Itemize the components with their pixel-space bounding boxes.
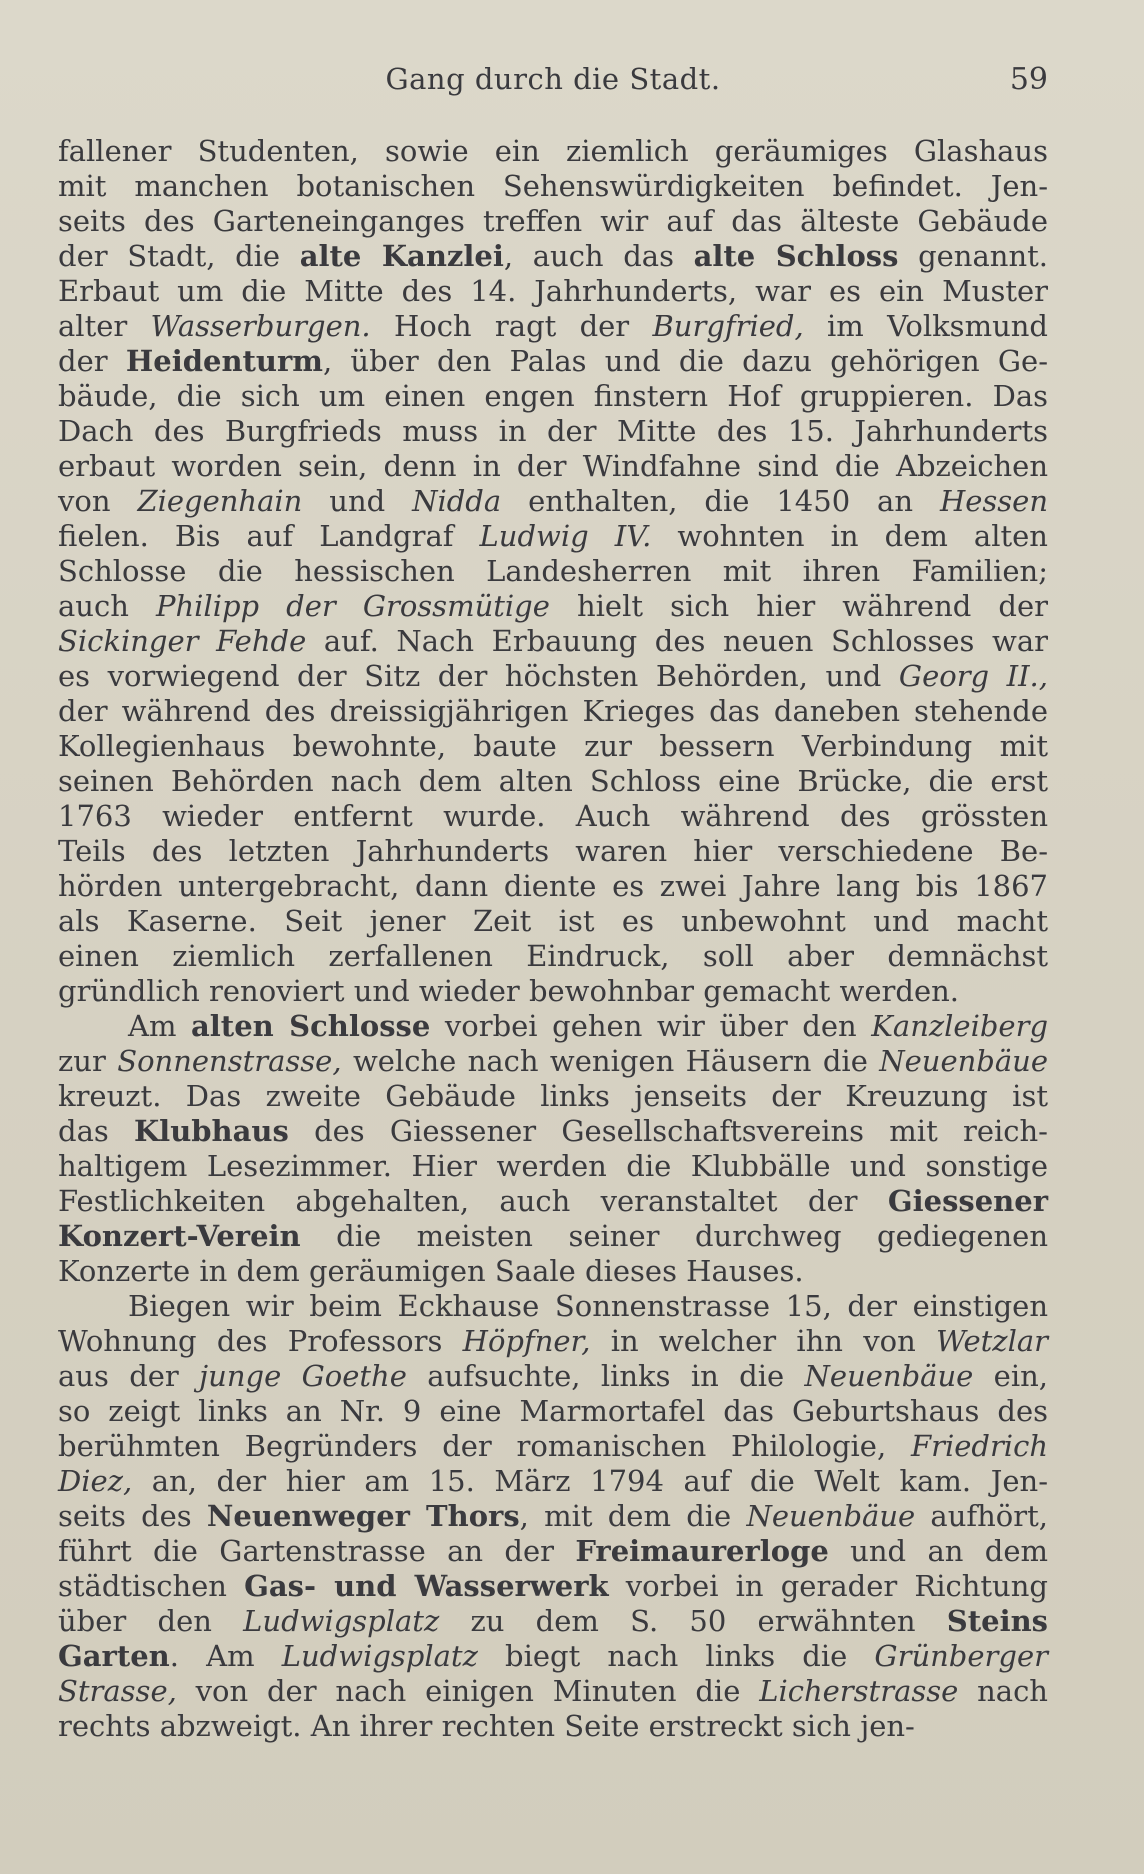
text-run: Hoch ragt der [370, 309, 653, 343]
italic-name: Neuenbäue [746, 1499, 916, 1533]
italic-name: Hessen [939, 484, 1048, 518]
text-run: rechts abzweigt. An ihrer rechten Seite erstreckt sich jen- [58, 1709, 915, 1743]
text-run: gründlich renoviert und wieder bewohnbar gemacht werden. [58, 974, 960, 1008]
text-line [58, 1044, 1048, 1079]
text-run: vorbei gehen wir über den [430, 1009, 872, 1043]
italic-name: Sickinger Fehde [58, 624, 307, 658]
text-run: Wohnung des Professors [58, 1324, 463, 1358]
text-line [58, 1464, 1048, 1499]
text-run: Biegen wir beim Eckhause Sonnenstrasse 15, der einstigen [128, 1289, 1048, 1323]
text-run: aufsuchte, links in die [406, 1359, 805, 1393]
text-line [58, 1499, 1048, 1534]
text-line [58, 1359, 1048, 1394]
text-line [58, 799, 1048, 834]
text-line [58, 1184, 1048, 1219]
text-line [58, 1009, 1048, 1044]
text-line [58, 624, 1048, 659]
text-run: seits des Garteneinganges treffen wir auf das älteste Gebäude [58, 204, 1048, 238]
bold-term: Freimaurerloge [575, 1534, 829, 1568]
italic-name: Georg II., [898, 659, 1048, 693]
text-run: seits des [58, 1499, 207, 1533]
text-run: so zeigt links an Nr. 9 eine Marmortafel das Geburtshaus des [58, 1394, 1048, 1428]
page-number: 59 [1009, 62, 1048, 97]
italic-name: Ludwigsplatz [281, 1639, 478, 1673]
text-line [58, 729, 1048, 764]
text-line [58, 1429, 1048, 1464]
text-line [58, 589, 1048, 624]
italic-name: Kanzleiberg [871, 1009, 1049, 1043]
bold-term: alte Schloss [693, 239, 899, 273]
text-run: nach [958, 1674, 1048, 1708]
text-run: Festlichkeiten abgehalten, auch veranstaltet der [58, 1184, 888, 1218]
text-line [58, 239, 1048, 274]
text-run: zu dem S. 50 erwähnten [439, 1604, 947, 1638]
text-run: und [302, 484, 413, 518]
text-line [58, 939, 1048, 974]
text-line [58, 309, 1048, 344]
text-run: hielt sich hier während der [549, 589, 1048, 623]
text-line [58, 1709, 1048, 1744]
text-line [58, 484, 1048, 519]
italic-name: Strasse, [58, 1674, 177, 1708]
text-run: , auch das [503, 239, 694, 273]
italic-name: Diez, [58, 1464, 133, 1498]
bold-term: alte Kanzlei [299, 239, 504, 273]
text-line [58, 554, 1048, 589]
text-line [58, 1254, 1048, 1289]
text-line [58, 1149, 1048, 1184]
text-run: die meisten seiner durchweg gediegenen [300, 1219, 1048, 1253]
text-line [58, 379, 1048, 414]
text-line [58, 659, 1048, 694]
text-line [58, 1114, 1048, 1149]
text-run: auf. Nach Erbauung des neuen Schlosses war [306, 624, 1048, 658]
text-run: aus der [58, 1359, 200, 1393]
bold-term: Garten [58, 1639, 170, 1673]
text-line [58, 1639, 1048, 1674]
text-run: Schlosse die hessischen Landesherren mit ihren Familien; [58, 554, 1048, 588]
text-run: bäude, die sich um einen engen finstern Hof gruppieren. Das [58, 379, 1048, 413]
text-run: wohnten in dem alten [651, 519, 1048, 553]
text-run: im Volksmund [803, 309, 1048, 343]
text-run: biegt nach links die [477, 1639, 875, 1673]
text-run: in welcher ihn von [590, 1324, 937, 1358]
italic-name: Burgfried, [652, 309, 804, 343]
text-run: enthalten, die 1450 an [501, 484, 940, 518]
text-line [58, 1394, 1048, 1429]
text-line [58, 1219, 1048, 1254]
text-run: Konzerte in dem geräumigen Saale dieses Hauses. [58, 1254, 804, 1288]
text-run: aufhört, [915, 1499, 1048, 1533]
text-line [58, 974, 1048, 1009]
text-run: städtischen [58, 1569, 245, 1603]
text-line [58, 1289, 1048, 1324]
text-line [58, 869, 1048, 904]
text-line [58, 204, 1048, 239]
text-run: . Am [169, 1639, 282, 1673]
italic-name: Friedrich [910, 1429, 1048, 1463]
text-run: auch [58, 589, 156, 623]
text-run: Am [128, 1009, 191, 1043]
italic-name: Licherstrasse [759, 1674, 959, 1708]
page-header [58, 62, 1048, 110]
text-run: als Kaserne. Seit jener Zeit ist es unbewohnt und macht [58, 904, 1048, 938]
text-run: zur [58, 1044, 118, 1078]
text-run: , mit dem die [519, 1499, 747, 1533]
text-run: von der nach einigen Minuten die [176, 1674, 760, 1708]
text-run: haltigem Lesezimmer. Hier werden die Klubbälle und sonstige [58, 1149, 1048, 1183]
text-run: Erbaut um die Mitte des 14. Jahrhunderts, war es ein Muster [58, 274, 1048, 308]
italic-name: Ludwig IV. [479, 519, 652, 553]
bold-term: Neuenweger Thors [206, 1499, 520, 1533]
italic-name: Neuenbäue [804, 1359, 974, 1393]
text-run: fallener Studenten, sowie ein ziemlich geräumiges Glashaus [58, 134, 1048, 168]
text-line [58, 1569, 1048, 1604]
text-run: vorbei in gerader Richtung [608, 1569, 1048, 1603]
text-run: fielen. Bis auf Landgraf [58, 519, 480, 553]
bold-term: Klubhaus [133, 1114, 289, 1148]
text-run: Teils des letzten Jahrhunderts waren hier verschiedene Be- [58, 834, 1048, 868]
text-run: Kollegienhaus bewohnte, baute zur bessern Verbindung mit [58, 729, 1048, 763]
text-run: und an dem [828, 1534, 1048, 1568]
text-line [58, 834, 1048, 869]
text-line [58, 519, 1048, 554]
text-run: an, der hier am 15. März 1794 auf die Welt kam. Jen- [132, 1464, 1048, 1498]
bold-term: Giessener [887, 1184, 1048, 1218]
text-run: ein, [973, 1359, 1048, 1393]
bold-term: Heidenturm [125, 344, 323, 378]
text-line [58, 414, 1048, 449]
running-title: Gang durch die Stadt. [385, 62, 721, 96]
text-line [58, 449, 1048, 484]
text-run: , über den Palas und die dazu gehörigen Ge- [322, 344, 1049, 378]
text-run: Dach des Burgfrieds muss in der Mitte des 15. Jahrhunderts [58, 414, 1048, 448]
text-run: von [58, 484, 138, 518]
italic-name: Ludwigsplatz [243, 1604, 440, 1638]
text-run: über den [58, 1604, 244, 1638]
text-line [58, 1079, 1048, 1114]
text-line [58, 1534, 1048, 1569]
text-run: welche nach wenigen Häusern die [341, 1044, 880, 1078]
text-line [58, 694, 1048, 729]
text-run: mit manchen botanischen Sehenswürdigkeiten befindet. Jen- [58, 169, 1048, 203]
text-run: das [58, 1114, 134, 1148]
text-run: hörden untergebracht, dann diente es zwei Jahre lang bis 1867 [58, 869, 1048, 903]
bold-term: Konzert-Verein [58, 1219, 301, 1253]
italic-name: Neuenbäue [879, 1044, 1048, 1078]
text-line [58, 1604, 1048, 1639]
text-line [58, 134, 1048, 169]
text-run: es vorwiegend der Sitz der höchsten Behörden, und [58, 659, 899, 693]
text-line [58, 169, 1048, 204]
bold-term: Steins [946, 1604, 1048, 1638]
italic-name: Ziegenhain [137, 484, 303, 518]
body-text [58, 134, 1048, 1744]
text-run: einen ziemlich zerfallenen Eindruck, soll aber demnächst [58, 939, 1048, 973]
italic-name: Philipp der Grossmütige [155, 589, 550, 623]
bold-term: Gas- und Wasserwerk [244, 1569, 609, 1603]
italic-name: Grünberger [874, 1639, 1048, 1673]
text-line [58, 1324, 1048, 1359]
text-run: der Stadt, die [58, 239, 300, 273]
text-run: des Giessener Gesellschaftsvereins mit reich- [288, 1114, 1048, 1148]
text-run: seinen Behörden nach dem alten Schloss eine Brücke, die erst [58, 764, 1048, 798]
text-line [58, 1674, 1048, 1709]
text-line [58, 344, 1048, 379]
italic-name: junge Goethe [199, 1359, 407, 1393]
text-line [58, 904, 1048, 939]
text-run: führt die Gartenstrasse an der [58, 1534, 576, 1568]
text-run: berühmten Begründers der romanischen Philologie, [58, 1429, 911, 1463]
text-run: der während des dreissigjährigen Krieges das daneben stehende [58, 694, 1048, 728]
text-run: 1763 wieder entfernt wurde. Auch während des grössten [58, 799, 1048, 833]
text-run: erbaut worden sein, denn in der Windfahne sind die Abzeichen [58, 449, 1048, 483]
italic-name: Wetzlar [936, 1324, 1048, 1358]
text-run: kreuzt. Das zweite Gebäude links jenseits der Kreuzung ist [58, 1079, 1048, 1113]
italic-name: Sonnenstrasse, [117, 1044, 342, 1078]
italic-name: Nidda [412, 484, 502, 518]
italic-name: Wasserburgen. [150, 309, 371, 343]
bold-term: alten Schlosse [191, 1009, 431, 1043]
italic-name: Höpfner, [462, 1324, 591, 1358]
text-run: genannt. [898, 239, 1048, 273]
text-line [58, 764, 1048, 799]
text-run: alter [58, 309, 151, 343]
text-line [58, 274, 1048, 309]
text-run: der [58, 344, 126, 378]
